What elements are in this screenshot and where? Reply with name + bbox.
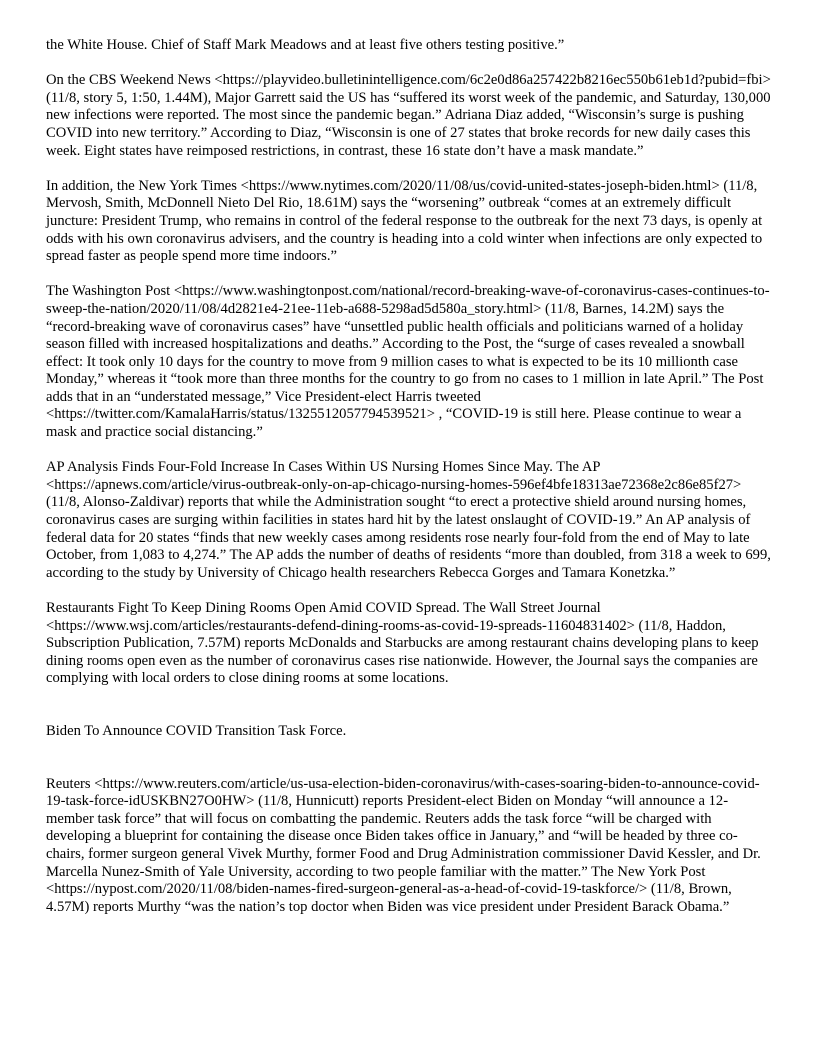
section-heading-biden-task-force: Biden To Announce COVID Transition Task Force.	[46, 722, 347, 739]
paragraph-restaurants-wsj: Restaurants Fight To Keep Dining Rooms Open Amid COVID Spread. The Wall Street Journal <https://www.wsj.com/articles/restaurants-defend-dining-rooms-as-covid-19-spreads-11604831402> (11/8, Haddon, Subscription Publication, 7.57M) reports McDonalds and Starbucks are among restaurant chains developing plans to keep dining rooms open even as the number of coronavirus cases rise nationwide. However, the Journal says the companies are complying with local orders to close dining rooms at some locations.	[46, 600, 759, 687]
paragraph-cbs-weekend-news: On the CBS Weekend News <https://playvideo.bulletinintelligence.com/6c2e0d86a257422b8216ec550b61eb1d?pubid=fbi> (11/8, story 5, 1:50, 1.44M), Major Garrett said the US has “suffered its worst week of the pandemic, and Saturday, 130,000 new infections were reported. The most since the pandemic began.” Adriana Diaz added, “Wisconsin’s surge is pushing COVID into new territory.” According to Diaz, “Wisconsin is one of 27 states that broke records for new daily cases this week. Eight states have reimposed restrictions, in contrast, these 16 state don’t have a mask mandate.”	[46, 72, 771, 159]
paragraph-ap-nursing-homes: AP Analysis Finds Four-Fold Increase In Cases Within US Nursing Homes Since May. The AP <https://apnews.com/article/virus-outbreak-only-on-ap-chicago-nursing-homes-596ef4bfe18313ae72368e2c86e85f27> (11/8, Alonso-Zaldivar) reports that while the Administration sought “to erect a protective shield around nursing homes, coronavirus cases are surging within facilities in states hard hit by the latest onslaught of COVID-19.” An AP analysis of federal data for 20 states “finds that new weekly cases among residents rose nearly four-fold from the end of May to late October, from 1,083 to 4,274.” The AP adds the number of deaths of residents “more than doubled, from 318 a week to 699, according to the study by University of Chicago health researchers Rebecca Gorges and Tamara Konetzka.”	[46, 459, 771, 581]
paragraph-white-house: the White House. Chief of Staff Mark Meadows and at least five others testing positive.”	[46, 37, 565, 53]
paragraph-new-york-times: In addition, the New York Times <https://www.nytimes.com/2020/11/08/us/covid-united-states-joseph-biden.html> (11/8, Mervosh, Smith, McDonnell Nieto Del Rio, 18.61M) says the “worsening” outbreak “comes at an extremely difficult juncture: President Trump, who remains in control of the federal response to the outbreak for the next 73 days, is openly at odds with his own coronavirus advisers, and the country is heading into a cold winter when infections are only expected to spread faster as people spend more time indoors.”	[46, 177, 763, 265]
document-page	[46, 37, 772, 934]
paragraph-washington-post: The Washington Post <https://www.washingtonpost.com/national/record-breaking-wave-of-coronavirus-cases-continues-to-sweep-the-nation/2020/11/08/4d2821e4-21ee-11eb-a688-5298ad5d580a_story.html> (11/8, Barnes, 14.2M) says the “record-breaking wave of coronavirus cases” have “unsettled public health officials and politicians warned of a holiday season filled with increased hospitalizations and deaths.” According to the Post, the “surge of cases revealed a snowball effect: It took only 10 days for the country to move from 9 million cases to what is expected to be its 10 millionth case Monday,” whereas it “took more than three months for the country to go from no cases to 1 million in late April.” The Post adds that in an “understated message,” Vice President-elect Harris tweeted <https://twitter.com/KamalaHarris/status/1325512057794539521> , “COVID-19 is still here. Please continue to wear a mask and practice social distancing.”	[46, 283, 770, 441]
paragraph-reuters-task-force: Reuters <https://www.reuters.com/article/us-usa-election-biden-coronavirus/with-cases-soaring-biden-to-announce-covid-19-task-force-idUSKBN27O0HW> (11/8, Hunnicutt) reports President-elect Biden on Monday “will announce a 12-member task force” that will focus on combatting the pandemic. Reuters adds the task force “will be charged with developing a blueprint for containing the disease once Biden takes office in January,” and “will be headed by three co-chairs, former surgeon general Vivek Murthy, former Food and Drug Administration commissioner David Kessler, and Dr. Marcella Nunez-Smith of Yale University, according to two people familiar with the matter.” The New York Post <https://nypost.com/2020/11/08/biden-names-fired-surgeon-general-as-a-head-of-covid-19-taskforce/> (11/8, Brown, 4.57M) reports Murthy “was the nation’s top doctor when Biden was vice president under President Barack Obama.”	[46, 775, 761, 915]
